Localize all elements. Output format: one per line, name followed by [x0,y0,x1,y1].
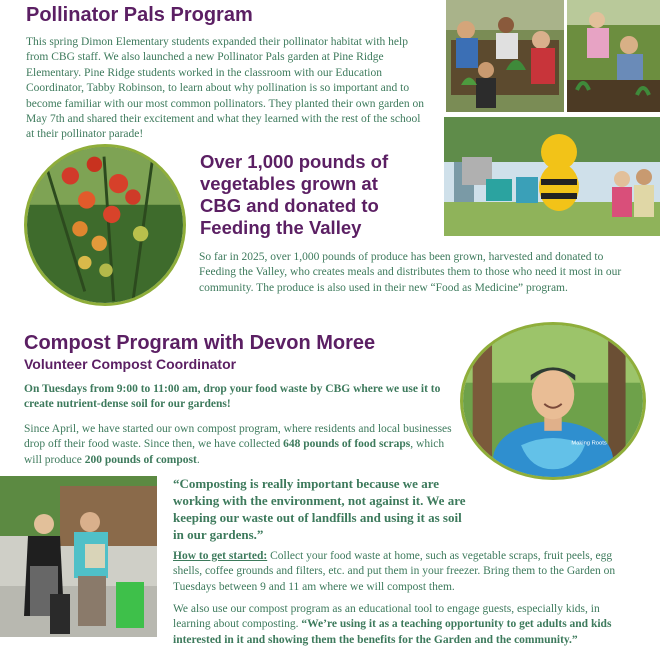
vegetables-headline: Over 1,000 pounds of vegetables grown at CBG and donated to Feeding the Valley [200,151,389,238]
compost-intro: On Tuesdays from 9:00 to 11:00 am, drop your food waste by CBG where we use it to create nutrient-dense soil for our gardens! [24,383,441,411]
garden-kids-photo [567,0,660,112]
education-quote: “We’re using it as a teaching opportunity to get adults and kids interested in it and showing them the benefits for the Garden and the community.” [173,618,612,646]
compost-volunteers-photo [0,476,157,637]
food-scraps-stat: 648 pounds of food scraps [283,438,411,451]
compost-title: Compost Program with Devon Moree [24,332,376,354]
education-text: We also use our compost program as an educational tool to engage guests, especially kids, in learning about composting. [173,603,600,631]
vegetables-paragraph: So far in 2025, over 1,000 pounds of produce has been grown, harvested and donated to Feeding the Valley, who creates meals and distributes them to those who need it most in our community. The produce is also used in their new “Food as Medicine” program. [199,251,622,294]
how-to-start [173,549,635,595]
compost-paragraph [24,422,454,468]
pollinator-parade-photo [444,117,660,236]
pollinator-title: Pollinator Pals Program [26,4,253,26]
kids-planting-photo [446,0,564,112]
how-to-start-label: How to get started: [173,550,268,562]
compost-quote: “Composting is really important because we are working with the environment, not against it. We are keeping our waste out of landfills and using it as soil in our gardens.” [173,476,466,542]
shirt-text: Making Roots [571,440,607,447]
compost-stat: 200 pounds of compost [84,453,197,466]
compost-p2-a: Since April, we have started our own compost program, where residents and local businesses drop off their food waste. Since then, we have collected [24,423,452,451]
compost-subtitle: Volunteer Compost Coordinator [24,356,237,372]
compost-p2-e: . [196,453,200,466]
pollinator-paragraph: This spring Dimon Elementary students expanded their pollinator habitat with help from CBG staff. We also launched a new Pollinator Pals garden at Pine Ridge Elementary. Pine Ridge students worked in the classroom with our Education Coordinator, Tabby Robinson, to learn about why pollination is so important and to become familiar with our most common pollinators. They planted their own garden on May 7th and shared their excitement and what they learned with the rest of the school at their pollinator parade! [26,36,425,141]
education-paragraph [173,602,635,648]
compost-p2-c: , which will produce [24,438,445,466]
tomato-vine-photo [24,144,186,306]
devon-portrait [460,322,646,480]
how-to-start-text: Collect your food waste at home, such as vegetable scraps, fruit peels, egg shells, coffee grounds and filters, etc. and put them in your freezer. Bring them to the Garden on Tuesdays between 9 and 11 am where we will compost them. [173,550,616,593]
